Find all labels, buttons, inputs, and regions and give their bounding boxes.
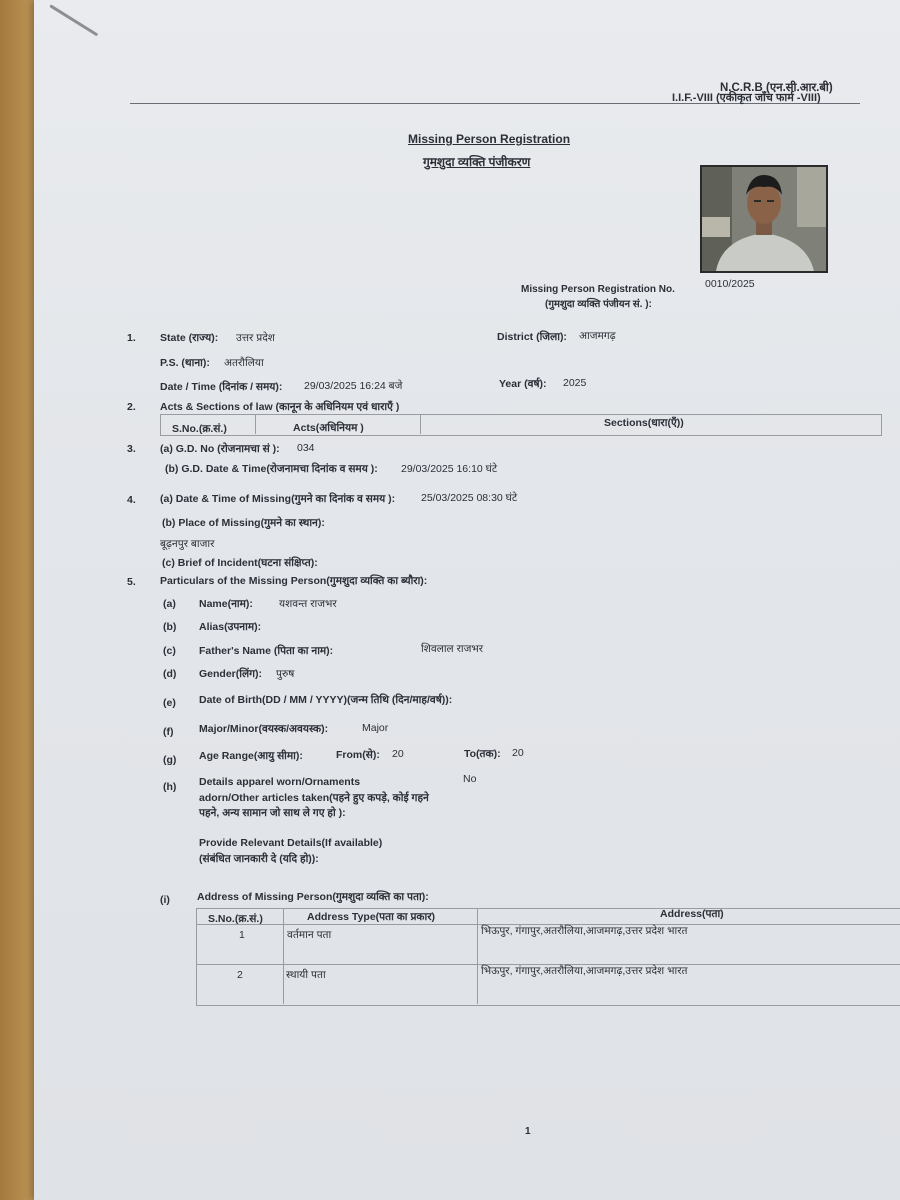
gd-no-value: 034 bbox=[297, 442, 315, 454]
s2-num: 2. bbox=[127, 401, 136, 413]
form-id: I.I.F.-VIII (एकीकृत जाँच फार्म -VIII) bbox=[672, 92, 821, 104]
s5-num: 5. bbox=[127, 576, 136, 588]
datetime-label: Date / Time (दिनांक / समय): bbox=[160, 381, 283, 393]
place-value: बूढ़नपुर बाजार bbox=[160, 538, 215, 550]
acts-col-acts: Acts(अधिनियम ) bbox=[293, 422, 364, 434]
district-label: District (जिला): bbox=[497, 331, 567, 343]
brief-label: (c) Brief of Incident(घटना संक्षिप्त): bbox=[162, 557, 318, 569]
acts-label: Acts & Sections of law (कानून के अधिनियम एवं धाराएँ ) bbox=[160, 401, 400, 413]
item-e: (e) bbox=[163, 697, 176, 709]
missing-dt-value: 25/03/2025 08:30 घंटे bbox=[421, 492, 518, 504]
acts-table bbox=[160, 414, 882, 436]
s3-num: 3. bbox=[127, 443, 136, 455]
person-photo-icon bbox=[702, 167, 826, 271]
father-value: शिवलाल राजभर bbox=[421, 643, 484, 655]
item-i: (i) bbox=[160, 894, 170, 906]
item-c: (c) bbox=[163, 645, 176, 657]
major-label: Major/Minor(वयस्क/अवयस्क): bbox=[199, 723, 329, 735]
address-col-type: Address Type(पता का प्रकार) bbox=[307, 911, 435, 923]
address-row-2-sno: 2 bbox=[237, 969, 243, 981]
ncrb-label: N.C.R.B (एन.सी.आर.बी) bbox=[720, 82, 833, 94]
relevant-label-2: (संबंधित जानकारी दे (यदि हो)): bbox=[199, 853, 319, 865]
apparel-label-2: adorn/Other articles taken(पहने हुए कपड़े, कोई गहने bbox=[199, 792, 429, 804]
age-from-label: From(से): bbox=[336, 749, 380, 761]
apparel-value: No bbox=[463, 773, 477, 785]
ps-label: P.S. (थाना): bbox=[160, 357, 210, 369]
state-label: State (राज्य): bbox=[160, 332, 219, 344]
alias-label: Alias(उपनाम): bbox=[199, 621, 262, 633]
s1-num: 1. bbox=[127, 332, 136, 344]
address-row-1-sno: 1 bbox=[239, 929, 245, 941]
dob-label: Date of Birth(DD / MM / YYYY)(जन्म तिथि (दिन/माह/वर्ष)): bbox=[199, 694, 453, 706]
address-label: Address of Missing Person(गुमशुदा व्यक्ति का पता): bbox=[197, 891, 429, 903]
address-col-divider-1 bbox=[283, 908, 284, 1004]
item-b: (b) bbox=[163, 621, 177, 633]
item-g: (g) bbox=[163, 754, 177, 766]
relevant-label-1: Provide Relevant Details(If available) bbox=[199, 837, 383, 849]
address-col-divider-2 bbox=[477, 908, 478, 1004]
apparel-label-1: Details apparel worn/Ornaments bbox=[199, 776, 361, 788]
age-from-value: 20 bbox=[392, 748, 404, 760]
acts-col-sno: S.No.(क्र.सं.) bbox=[172, 423, 227, 435]
address-col-sno: S.No.(क्र.सं.) bbox=[208, 913, 263, 925]
acts-col-sections: Sections(धारा(एँ)) bbox=[604, 417, 684, 429]
item-d: (d) bbox=[163, 668, 177, 680]
registration-label-en: Missing Person Registration No. bbox=[521, 284, 675, 295]
title-hi: गुमशुदा व्यक्ति पंजीकरण bbox=[423, 155, 531, 169]
age-to-value: 20 bbox=[512, 747, 524, 759]
major-value: Major bbox=[362, 722, 389, 734]
title-en: Missing Person Registration bbox=[408, 132, 571, 146]
district-value: आजमगढ़ bbox=[579, 330, 616, 342]
item-h: (h) bbox=[163, 781, 177, 793]
name-label: Name(नाम): bbox=[199, 598, 253, 610]
ps-value: अतरौलिया bbox=[224, 357, 264, 369]
address-row-1-address: भिऊपुर, गंगापुर,अतरौलिया,आजमगढ़,उत्तर प्रदेश भारत bbox=[481, 925, 688, 937]
item-f: (f) bbox=[163, 726, 174, 738]
registration-label-hi: (गुमशुदा व्यक्ति पंजीयन सं. ): bbox=[545, 299, 652, 310]
gd-no-label: (a) G.D. No (रोजनामचा सं ): bbox=[160, 443, 280, 455]
age-label: Age Range(आयु सीमा): bbox=[199, 750, 303, 762]
address-row-2-address: भिऊपुर, गंगापुर,अतरौलिया,आजमगढ़,उत्तर प्रदेश भारत bbox=[481, 965, 688, 977]
address-row-1-type: वर्तमान पता bbox=[287, 929, 332, 941]
gender-label: Gender(लिंग): bbox=[199, 668, 262, 680]
gd-dt-value: 29/03/2025 16:10 घंटे bbox=[401, 463, 498, 475]
address-table bbox=[196, 908, 900, 1006]
person-photo bbox=[700, 165, 828, 273]
address-row-2-type: स्थायी पता bbox=[286, 969, 326, 981]
apparel-label-3: पहने, अन्य सामान जो साथ ले गए हो ): bbox=[199, 807, 346, 819]
acts-col-divider bbox=[255, 414, 256, 434]
datetime-value: 29/03/2025 16:24 बजे bbox=[304, 380, 403, 392]
address-col-address: Address(पता) bbox=[660, 908, 724, 920]
gd-dt-label: (b) G.D. Date & Time(रोजनामचा दिनांक व समय ): bbox=[165, 463, 378, 475]
father-label: Father's Name (पिता का नाम): bbox=[199, 645, 334, 657]
year-label: Year (वर्ष): bbox=[499, 378, 547, 390]
page-number: 1 bbox=[525, 1126, 531, 1137]
registration-number: 0010/2025 bbox=[705, 278, 755, 290]
acts-col-divider-2 bbox=[420, 414, 421, 434]
s4-num: 4. bbox=[127, 494, 136, 506]
place-label: (b) Place of Missing(गुमने का स्थान): bbox=[162, 517, 325, 529]
gender-value: पुरुष bbox=[276, 668, 295, 680]
state-value: उत्तर प्रदेश bbox=[236, 332, 275, 344]
item-a: (a) bbox=[163, 598, 176, 610]
name-value: यशवन्त राजभर bbox=[279, 598, 337, 610]
particulars-label: Particulars of the Missing Person(गुमशुदा व्यक्ति का ब्यौरा): bbox=[160, 575, 428, 587]
missing-dt-label: (a) Date & Time of Missing(गुमने का दिनांक व समय ): bbox=[160, 493, 396, 505]
age-to-label: To(तक): bbox=[464, 748, 501, 760]
year-value: 2025 bbox=[563, 377, 587, 389]
